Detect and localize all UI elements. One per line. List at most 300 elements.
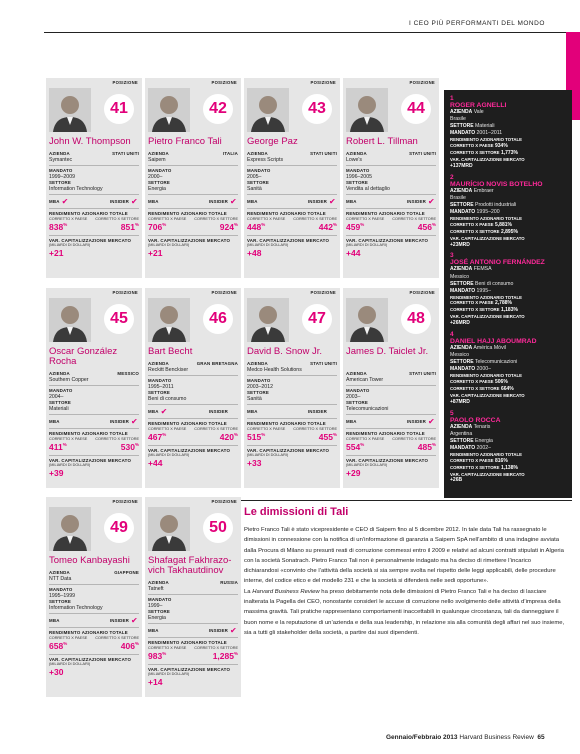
market-cap-value: +30 [49, 667, 64, 678]
footer-magazine: Harvard Business Review [459, 734, 534, 741]
article-paragraph-1: Pietro Franco Tali è stato vicepresidente e CEO di Saipem fino al 5 dicembre 2012. In tale data Tali ha rassegnato le dimissioni in connessione con la notifica di un’informazione di garanzia a Saipem SpA nell’ambito di una indagine avviata dalla Procura di Milano su presunti reati di corruzione commessi entro il 2009 e relativi ad alcuni contratti stipulati in Algeria con la società Sonatrach. Pietro Franco Tali non è personalmente indagato ma ha deciso di rimettere l’incarico dichiarandosi «convinto che l’attività della società si sia sempre svolta nel rispetto delle leggi applicabili, delle procedure interne, del codice etico e del modello 231 e che la società si difenderà nelle sedi opportune». [244, 527, 564, 585]
corr-country-label: CORRETTO X PAESE [450, 143, 494, 149]
mandate-label: MANDATO [148, 168, 172, 173]
divider [49, 654, 139, 655]
percent-sign: % [360, 442, 365, 448]
return-sector-value: 1,183% [500, 307, 518, 314]
market-cap-label: VAR. CAPITALIZZAZIONE MERCATO [450, 157, 525, 163]
return-country-value: 2,788% [495, 300, 512, 307]
rank-number: 43 [302, 94, 332, 124]
sector-value: Vendita al dettaglio [346, 185, 390, 192]
sector-value: Energia [148, 614, 166, 621]
position-label: POSIZIONE [112, 80, 138, 85]
portrait-icon [49, 507, 91, 551]
mba-cell [49, 198, 70, 206]
corr-sector-label: CORRETTO X SETTORE [450, 464, 500, 470]
page-number: 65 [537, 734, 545, 741]
mba-insider-row [247, 197, 337, 206]
divider [346, 165, 436, 166]
mba-label: MBA [148, 627, 159, 633]
divider [148, 404, 238, 405]
market-cap-unit: (MILIARDI DI DOLLARI) [49, 243, 91, 248]
position-label: POSIZIONE [409, 290, 435, 295]
divider [346, 235, 436, 236]
ceo-name: Tomeo Kanbayashi [49, 555, 130, 566]
sector-label: SETTORE [49, 180, 72, 185]
top-ceo-country: Brasile [450, 194, 466, 201]
percent-sign: % [134, 442, 139, 448]
company-label: AZIENDA [346, 151, 367, 156]
insider-cell [209, 409, 238, 415]
return-country-value: 816% [495, 457, 508, 464]
corr-country-label: CORRETTO X PAESE [450, 378, 494, 384]
return-sector-number: 924 [219, 222, 234, 233]
return-sector-value [418, 222, 436, 233]
mandate-label: MANDATO [450, 287, 476, 294]
top-ceo-sector [450, 123, 566, 130]
rank-number: 42 [203, 94, 233, 124]
market-cap-label: VAR. CAPITALIZZAZIONE MERCATO [450, 314, 525, 320]
divider [346, 455, 436, 456]
mandate-label: MANDATO [450, 208, 476, 215]
return-values [346, 442, 436, 453]
return-sublabels [346, 217, 436, 222]
ceo-details [247, 151, 337, 259]
mandate-value: 1995– [476, 287, 491, 294]
percent-sign: % [63, 641, 68, 647]
insider-cell [209, 627, 238, 635]
return-country-number: 515 [247, 432, 262, 443]
company-name: American Tower [346, 376, 384, 383]
ceo-name: David B. Snow Jr. [247, 346, 322, 357]
sector-value: Information Technology [49, 604, 103, 611]
return-values [49, 641, 139, 652]
top-ceo-sector [450, 438, 566, 445]
market-cap-label: VAR. CAPITALIZZAZIONE MERCATO [148, 666, 231, 672]
top-ceo-country: Messico [450, 273, 470, 280]
corr-sector-label: CORRETTO X SETTORE [95, 216, 139, 221]
sector-value: Beni di consumo [474, 280, 514, 287]
company-label: AZIENDA [49, 371, 70, 376]
market-cap-unit: (MILIARDI DI DOLLARI) [148, 453, 190, 458]
company-label: AZIENDA [450, 423, 473, 430]
return-country-number: 448 [247, 222, 262, 233]
total-return-label: RENDIMENTO AZIONARIO TOTALE [346, 211, 425, 216]
sector-label: SETTORE [49, 599, 72, 604]
mandate-label: MANDATO [450, 366, 476, 373]
divider [148, 235, 238, 236]
top-ceo-company [450, 109, 566, 116]
percent-sign: % [360, 222, 365, 228]
top-ceo-mandate [450, 366, 566, 373]
mandate-label: MANDATO [450, 130, 476, 137]
divider [148, 664, 238, 665]
ceo-card [145, 78, 241, 278]
rank-number: 45 [104, 304, 134, 334]
mandate-value: 2001–2011 [476, 130, 503, 137]
company-label: AZIENDA [49, 151, 70, 156]
check-icon: ✔ [428, 196, 435, 206]
top-ceo-sector [450, 359, 566, 366]
corr-sector-label: CORRETTO X SETTORE [194, 216, 238, 221]
top-ceo-company [450, 424, 566, 431]
ceo-name: Pietro Franco Tali [148, 136, 222, 147]
insider-label: INSIDER [406, 418, 426, 424]
sector-label: SETTORE [148, 180, 171, 185]
mba-cell [346, 419, 367, 425]
country: STATI UNITI [409, 151, 436, 156]
return-sector-value [220, 432, 238, 443]
country: STATI UNITI [310, 361, 337, 366]
return-sector-number: 851 [120, 222, 135, 233]
corr-country-label: CORRETTO X PAESE [346, 216, 385, 221]
return-values [49, 442, 139, 453]
divider [148, 165, 238, 166]
mba-cell [247, 409, 268, 415]
return-country-number: 411 [49, 442, 63, 453]
ceo-name: George Paz [247, 136, 298, 147]
percent-sign: % [162, 651, 167, 657]
return-sector-line [450, 307, 566, 314]
corr-country-label: CORRETTO X PAESE [148, 216, 187, 221]
sector-value: Sanità [247, 185, 262, 192]
company-label: AZIENDA [148, 361, 169, 366]
return-country-line [450, 379, 566, 386]
corr-country-label: CORRETTO X PAESE [450, 221, 494, 227]
return-sublabels [148, 217, 238, 222]
divider [49, 455, 139, 456]
corr-sector-label: CORRETTO X SETTORE [450, 386, 500, 391]
return-country-value [247, 432, 265, 443]
divider [346, 194, 436, 195]
mba-cell [148, 199, 169, 205]
company-label: AZIENDA [49, 570, 70, 575]
top-ceo-name: ROGER AGNELLI [450, 102, 507, 109]
market-cap-label: VAR. CAPITALIZZAZIONE MERCATO [450, 393, 525, 399]
total-return-label: RENDIMENTO AZIONARIO TOTALE [49, 211, 128, 216]
percent-sign: % [233, 222, 238, 228]
mba-insider-row [346, 417, 436, 426]
portrait-icon [346, 298, 388, 342]
corr-country-label: CORRETTO X PAESE [450, 300, 494, 306]
mandate-value: 1996–2005 [346, 173, 372, 180]
check-icon: ✔ [428, 416, 435, 426]
mandate-value: 2004– [49, 393, 64, 400]
return-values [148, 222, 238, 233]
section-header: I CEO PIÙ PERFORMANTI DEL MONDO [409, 20, 545, 27]
divider [49, 208, 139, 209]
ceo-card [46, 78, 142, 278]
mandate-value: 1999– [148, 602, 163, 609]
return-sector-number: 456 [417, 222, 432, 233]
sector-label: SETTORE [148, 609, 171, 614]
insider-label: INSIDER [307, 408, 327, 414]
top-ceo-company [450, 188, 566, 195]
divider [247, 194, 337, 195]
top-ceo-name: DANIEL HAJJ ABOUMRAD [450, 337, 537, 345]
percent-sign: % [162, 432, 167, 438]
corr-sector-label: CORRETTO X SETTORE [95, 436, 139, 441]
top-ceo-country: Messico [450, 352, 470, 359]
divider [49, 414, 139, 415]
ceo-card [343, 288, 439, 488]
market-cap-unit: (MILIARDI DI DOLLARI) [148, 672, 190, 677]
ceo-name: Oscar González Rocha [49, 346, 118, 367]
company-label: AZIENDA [247, 151, 268, 156]
total-return-label: RENDIMENTO AZIONARIO TOTALE [450, 451, 522, 457]
divider [346, 208, 436, 209]
return-sector-number: 485 [417, 442, 432, 453]
mandate-label: MANDATO [346, 168, 370, 173]
divider [346, 428, 436, 429]
ceo-name: Bart Becht [148, 346, 193, 357]
market-cap-value: +26MRD [450, 320, 470, 327]
return-country-value [49, 222, 67, 233]
corr-country-label: CORRETTO X PAESE [148, 426, 187, 431]
sector-value: Energia [474, 437, 493, 444]
top-ceo-country: Argentina [450, 430, 473, 437]
check-icon: ✔ [61, 196, 69, 206]
total-return-label: RENDIMENTO AZIONARIO TOTALE [148, 640, 227, 645]
divider [49, 428, 139, 429]
corr-country-label: CORRETTO X PAESE [247, 426, 286, 431]
check-icon: ✔ [230, 196, 237, 206]
top-ceo-entry [450, 95, 566, 170]
corr-country-label: CORRETTO X PAESE [247, 216, 286, 221]
return-values [148, 651, 238, 662]
sector-label: SETTORE [450, 437, 474, 444]
sector-label: SETTORE [346, 400, 369, 405]
return-sector-value: 2,895% [500, 228, 518, 235]
total-return-label: RENDIMENTO AZIONARIO TOTALE [247, 421, 326, 426]
return-country-number: 838 [49, 222, 64, 233]
ceo-details [49, 371, 139, 479]
mba-insider-row [49, 417, 139, 426]
company-label: AZIENDA [450, 109, 473, 116]
divider [148, 637, 238, 638]
company-name: Tenaris [473, 423, 491, 430]
portrait-icon [49, 88, 91, 132]
article-title: Le dimissioni di Tali [244, 506, 349, 518]
mba-insider-row [148, 626, 238, 635]
insider-cell [110, 198, 139, 206]
sector-label: SETTORE [450, 201, 474, 208]
divider [148, 594, 238, 595]
portrait-icon [247, 88, 289, 132]
percent-sign: % [162, 222, 167, 228]
position-label: POSIZIONE [112, 499, 138, 504]
total-return-label: RENDIMENTO AZIONARIO TOTALE [148, 421, 227, 426]
top-ceo-rank: 1 [450, 95, 454, 102]
mba-label: MBA [346, 198, 357, 204]
ceo-details [346, 151, 436, 259]
corr-sector-label: CORRETTO X SETTORE [450, 307, 500, 313]
company-name: FEMSA [473, 266, 492, 273]
position-label: POSIZIONE [112, 290, 138, 295]
return-sublabels [49, 636, 139, 641]
insider-cell [308, 409, 337, 415]
return-country-value: 5,881% [495, 221, 512, 228]
corr-country-label: CORRETTO X PAESE [346, 436, 385, 441]
company-name: NTT Data [49, 575, 72, 582]
check-icon: ✔ [329, 196, 336, 206]
return-country-number: 554 [346, 442, 361, 453]
percent-sign: % [134, 222, 139, 228]
top-ceo-rank: 4 [450, 330, 454, 338]
mba-cell [148, 628, 169, 634]
top-ceo-rank: 5 [450, 409, 454, 417]
mandate-value: 2003– [346, 393, 361, 400]
ceo-photo [247, 88, 289, 132]
return-country-line [450, 458, 566, 465]
company-name: Embraer [473, 187, 494, 194]
return-sector-value [418, 442, 436, 453]
return-sublabels [247, 427, 337, 432]
mba-label: MBA [49, 418, 60, 424]
page-footer [386, 734, 545, 741]
ceo-photo [49, 88, 91, 132]
top-ceo-entry [450, 174, 566, 249]
country: STATI UNITI [409, 371, 436, 376]
corr-country-label: CORRETTO X PAESE [450, 457, 494, 463]
top-ceo-company [450, 266, 566, 273]
total-return-label: RENDIMENTO AZIONARIO TOTALE [450, 373, 522, 379]
mandate-label: MANDATO [346, 388, 370, 393]
rank-number: 47 [302, 304, 332, 334]
return-country-line [450, 300, 566, 307]
sector-value: Energia [148, 185, 166, 192]
divider [148, 194, 238, 195]
insider-cell [110, 617, 139, 625]
company-label: AZIENDA [450, 345, 473, 352]
total-return-label: RENDIMENTO AZIONARIO TOTALE [247, 211, 326, 216]
mandate-label: MANDATO [49, 168, 73, 173]
sector-label: SETTORE [450, 359, 474, 366]
return-country-line [450, 143, 566, 150]
position-label: POSIZIONE [211, 290, 237, 295]
percent-sign: % [261, 432, 266, 438]
insider-cell [407, 418, 436, 426]
divider [49, 235, 139, 236]
article-paragraph-2 [244, 587, 566, 638]
market-cap-value: +33 [247, 458, 262, 469]
check-icon: ✔ [160, 406, 168, 416]
insider-label: INSIDER [109, 418, 129, 424]
market-cap-value: +26B [450, 477, 463, 484]
corr-sector-label: CORRETTO X SETTORE [194, 426, 238, 431]
divider [148, 418, 238, 419]
divider [247, 418, 337, 419]
percent-sign: % [233, 432, 238, 438]
insider-label: INSIDER [109, 617, 129, 623]
divider [247, 375, 337, 376]
total-return-label: RENDIMENTO AZIONARIO TOTALE [49, 630, 128, 635]
divider [346, 385, 436, 386]
return-sector-line [450, 465, 566, 472]
divider [49, 385, 139, 386]
mandate-label: MANDATO [148, 378, 172, 383]
divider [247, 165, 337, 166]
return-country-number: 459 [346, 222, 361, 233]
market-cap-label: VAR. CAPITALIZZAZIONE MERCATO [148, 237, 231, 243]
return-sector-line [450, 386, 566, 393]
top-ceo-entry [450, 410, 566, 485]
insider-cell [308, 198, 337, 206]
ceo-card [46, 497, 142, 697]
return-country-number: 467 [148, 432, 163, 443]
ceo-details [247, 361, 337, 469]
percent-sign: % [62, 442, 67, 448]
portrait-icon [49, 298, 91, 342]
magazine-name: Harvard Business Review [252, 588, 320, 595]
top-ceo-mandate [450, 209, 566, 216]
corr-sector-label: CORRETTO X SETTORE [450, 150, 500, 156]
mba-insider-row [346, 197, 436, 206]
divider [148, 208, 238, 209]
return-country-value: 506% [495, 378, 508, 385]
mba-cell [49, 618, 70, 624]
percent-sign: % [332, 222, 337, 228]
mandate-value: 2005– [247, 173, 262, 180]
sector-value: Telecomunicazioni [474, 359, 518, 366]
return-sector-value [121, 641, 139, 652]
return-sector-number: 442 [318, 222, 333, 233]
return-country-value [148, 432, 166, 443]
company-name: Medco Health Solutions [247, 366, 302, 373]
sector-label: SETTORE [450, 280, 474, 287]
sector-value: Materiali [474, 123, 495, 130]
insider-label: INSIDER [208, 627, 228, 633]
return-values [346, 222, 436, 233]
portrait-icon [148, 298, 190, 342]
market-cap-label: VAR. CAPITALIZZAZIONE MERCATO [247, 237, 330, 243]
market-cap-value: +44 [346, 248, 361, 259]
mandate-value: 2002– [476, 444, 491, 451]
company-name: Symantec [49, 156, 73, 163]
corr-sector-label: CORRETTO X SETTORE [293, 426, 337, 431]
sector-label: SETTORE [450, 123, 474, 130]
rank-number: 49 [104, 513, 134, 543]
market-cap-label: VAR. CAPITALIZZAZIONE MERCATO [148, 447, 231, 453]
ceo-card [244, 78, 340, 278]
return-country-number: 658 [49, 641, 64, 652]
return-sector-number: 455 [318, 432, 333, 443]
corr-sector-label: CORRETTO X SETTORE [194, 645, 238, 650]
return-country-number: 706 [148, 222, 163, 233]
top-five-sidebar [444, 90, 572, 498]
mba-label: MBA [49, 198, 60, 204]
divider [49, 194, 139, 195]
return-sector-number: 530 [120, 442, 135, 453]
total-return-label: RENDIMENTO AZIONARIO TOTALE [148, 211, 227, 216]
return-country-value [148, 651, 166, 662]
ceo-name: Shafagat Fakhrazo-vich Takhautdinov [148, 555, 232, 576]
divider [247, 445, 337, 446]
return-sector-line [450, 150, 566, 157]
return-sublabels [49, 437, 139, 442]
market-cap-value: +44 [148, 458, 163, 469]
sector-label: SETTORE [148, 390, 171, 395]
return-country-value: 934% [495, 143, 508, 150]
corr-country-label: CORRETTO X PAESE [49, 436, 88, 441]
market-cap-label: VAR. CAPITALIZZAZIONE MERCATO [346, 457, 429, 463]
market-cap-value: +87MRD [450, 398, 470, 405]
top-ceo-entry [450, 252, 566, 327]
top-ceo-rank: 2 [450, 173, 454, 181]
mandate-value: 2000– [476, 366, 491, 373]
insider-label: INSIDER [406, 198, 426, 204]
mandate-label: MANDATO [247, 168, 271, 173]
